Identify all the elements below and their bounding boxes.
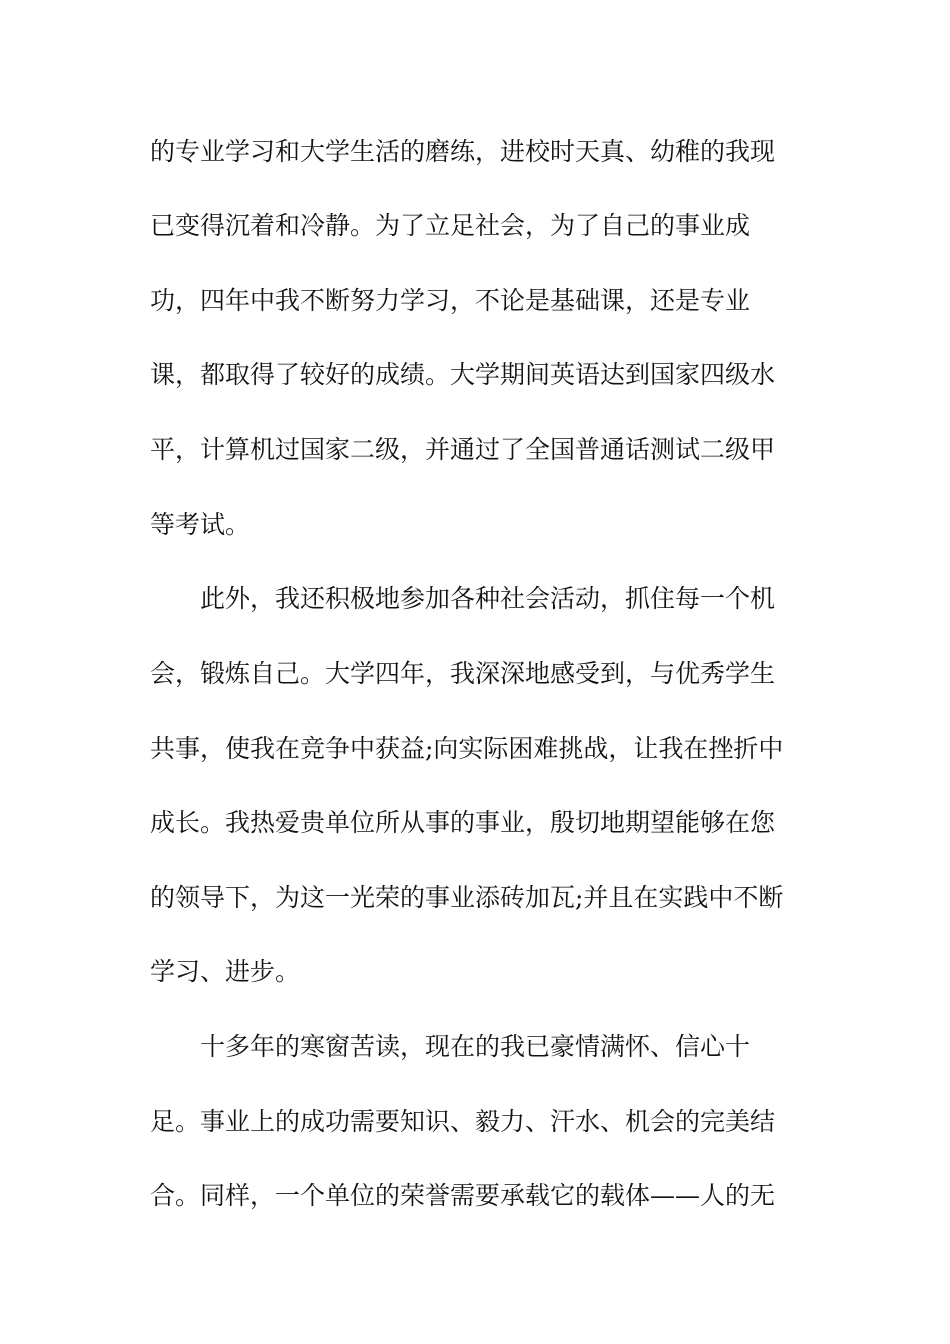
text-line: 成长。我热爱贵单位所从事的事业，殷切地期望能够在您 [150, 808, 776, 837]
paragraph-first-line: 此外，我还积极地参加各种社会活动，抓住每一个机 [200, 584, 776, 613]
text-line: 已变得沉着和冷静。为了立足社会，为了自己的事业成 [150, 211, 751, 240]
text-line: 学习、进步。 [150, 957, 301, 986]
text-line: 功，四年中我不断努力学习，不论是基础课，还是专业 [150, 286, 751, 315]
text-line: 的专业学习和大学生活的磨练，进校时天真、幼稚的我现 [150, 137, 776, 166]
text-line: 共事，使我在竞争中获益;向实际困难挑战，让我在挫折中 [150, 734, 784, 763]
text-line: 的领导下，为这一光荣的事业添砖加瓦;并且在实践中不断 [150, 883, 784, 912]
paragraph-first-line: 十多年的寒窗苦读，现在的我已豪情满怀、信心十 [200, 1032, 751, 1061]
text-line: 合。同样，一个单位的荣誉需要承载它的载体——人的无 [150, 1181, 776, 1210]
text-line: 平，计算机过国家二级，并通过了全国普通话测试二级甲 [150, 435, 776, 464]
text-line: 等考试。 [150, 510, 251, 539]
text-line: 会，锻炼自己。大学四年，我深深地感受到，与优秀学生 [150, 659, 776, 688]
text-line: 足。事业上的成功需要知识、毅力、汗水、机会的完美结 [150, 1107, 776, 1136]
text-line: 课，都取得了较好的成绩。大学期间英语达到国家四级水 [150, 360, 776, 389]
